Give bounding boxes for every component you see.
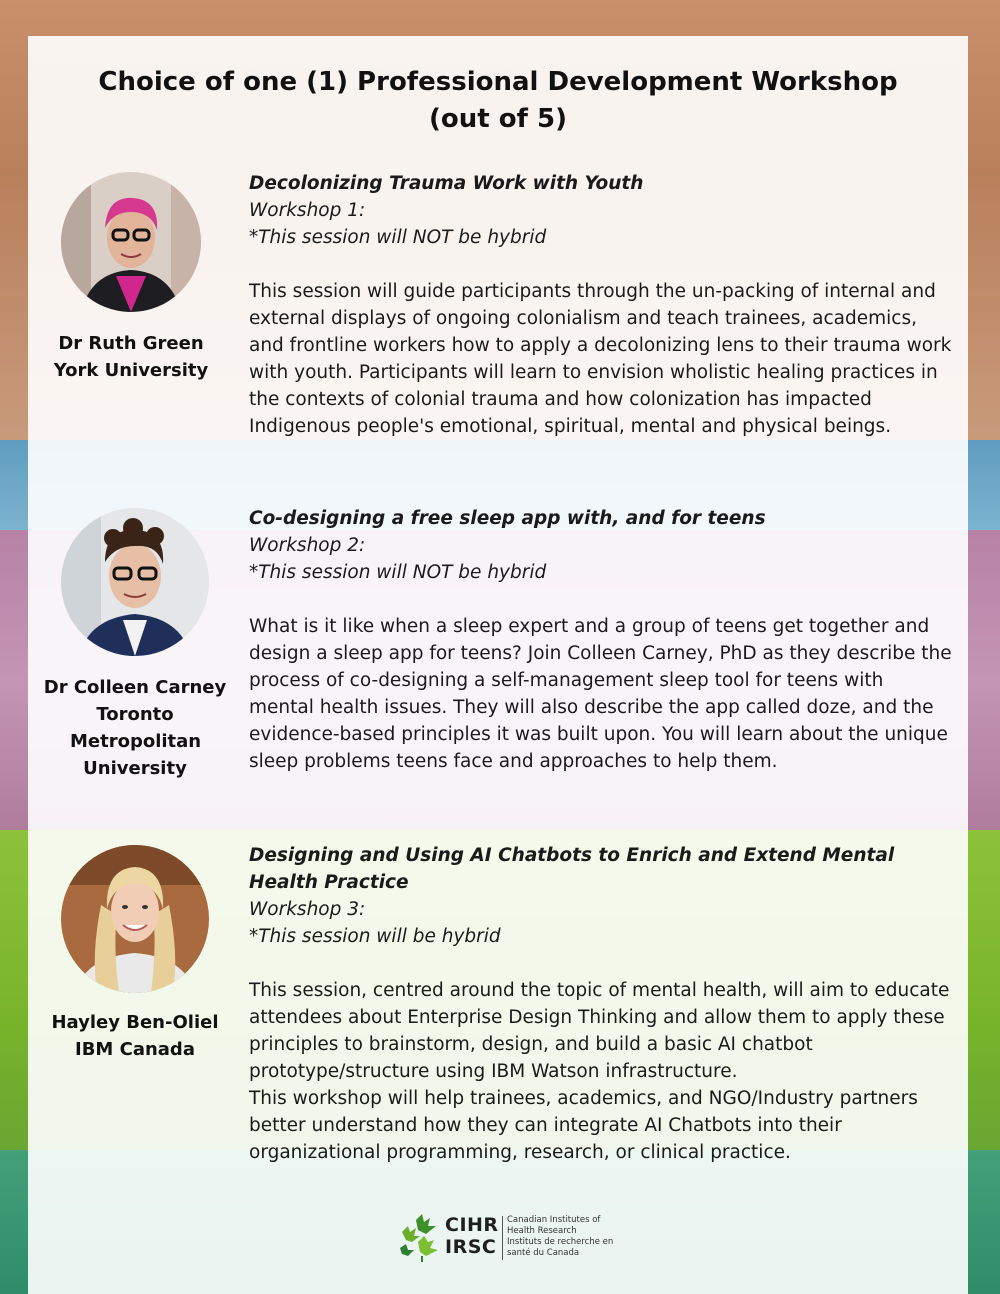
hybrid-note: *This session will be hybrid: [249, 926, 501, 947]
workshop-title: Co-designing a free sleep app with, and for teens: [249, 508, 766, 529]
presenter-name: Hayley Ben-Oliel: [51, 1012, 219, 1033]
logo-abbreviations: [445, 1214, 499, 1258]
workshop-description: This session will guide participants through the un-packing of internal and external displays of ongoing colonialism and teach trainees, academics, and frontline workers how to apply a decolonizing lens to their trauma work with youth. Participants will learn to envision wholistic healing practices in the contexts of colonial trauma and how colonization has impacted Indigenous people's emotional, spiritual, mental and physical beings.: [249, 281, 952, 437]
page-title: Choice of one (1) Professional Development Workshop (out of 5): [98, 67, 898, 134]
logo-abbr-fr: IRSC: [445, 1236, 497, 1258]
logo-org-en: Canadian Institutes of Health Research: [507, 1215, 601, 1236]
logo-abbr-en: CIHR: [445, 1214, 499, 1236]
presenter-organization: Toronto Metropolitan University: [70, 704, 202, 779]
logo-divider: [502, 1216, 503, 1260]
workshop-title: Designing and Using AI Chatbots to Enrich and Extend Mental Health Practice: [249, 845, 895, 893]
workshop-number: Workshop 3:: [249, 899, 366, 920]
cihr-irsc-logo: [396, 1212, 614, 1264]
logo-org-fr: Instituts de recherche en santé du Canada: [507, 1237, 614, 1258]
workshop-number: Workshop 2:: [249, 535, 366, 556]
hybrid-note: *This session will NOT be hybrid: [249, 562, 547, 583]
workshop-title: Decolonizing Trauma Work with Youth: [249, 173, 644, 194]
presenter-photo-colleen-carney: [61, 508, 209, 656]
logo-org-names: [507, 1215, 617, 1259]
presenter-organization: IBM Canada: [75, 1039, 195, 1060]
hybrid-note: *This session will NOT be hybrid: [249, 227, 547, 248]
presenter-name: Dr Ruth Green: [58, 333, 204, 354]
workshop-1: [249, 170, 954, 440]
workshop-3: [249, 842, 954, 1166]
presenter-photo-ruth-green: [61, 172, 201, 312]
workshop-description: This session, centred around the topic of mental health, will aim to educate attendees about Enterprise Design Thinking and allow them to apply these principles to brainstorm, design, and build a basic AI chatbot prototype/structure using IBM Watson infrastructure. This workshop will help trainees, academics, and NGO/Industry partners better understand how they can integrate AI Chatbots into their organizational programming, research, or clinical practice.: [249, 980, 950, 1163]
presenter-organization: York University: [53, 360, 209, 381]
presenter-photo-hayley-ben-oliel: [61, 845, 209, 993]
presenter-3: [48, 845, 222, 1063]
maple-leaf-cluster-icon: [396, 1212, 444, 1262]
presenter-2: [42, 508, 228, 782]
workshop-2: [249, 505, 954, 775]
presenter-1: [48, 172, 214, 384]
presenter-name: Dr Colleen Carney: [43, 677, 227, 698]
workshop-number: Workshop 1:: [249, 200, 366, 221]
workshop-description: What is it like when a sleep expert and a group of teens get together and design a sleep app for teens? Join Colleen Carney, PhD as they describe the process of co-designing a self-management sleep tool for teens with mental health issues. They will also describe the app called doze, and the evidence-based principles it was built upon. You will learn about the unique sleep problems teens face and approaches to help them.: [249, 616, 952, 772]
